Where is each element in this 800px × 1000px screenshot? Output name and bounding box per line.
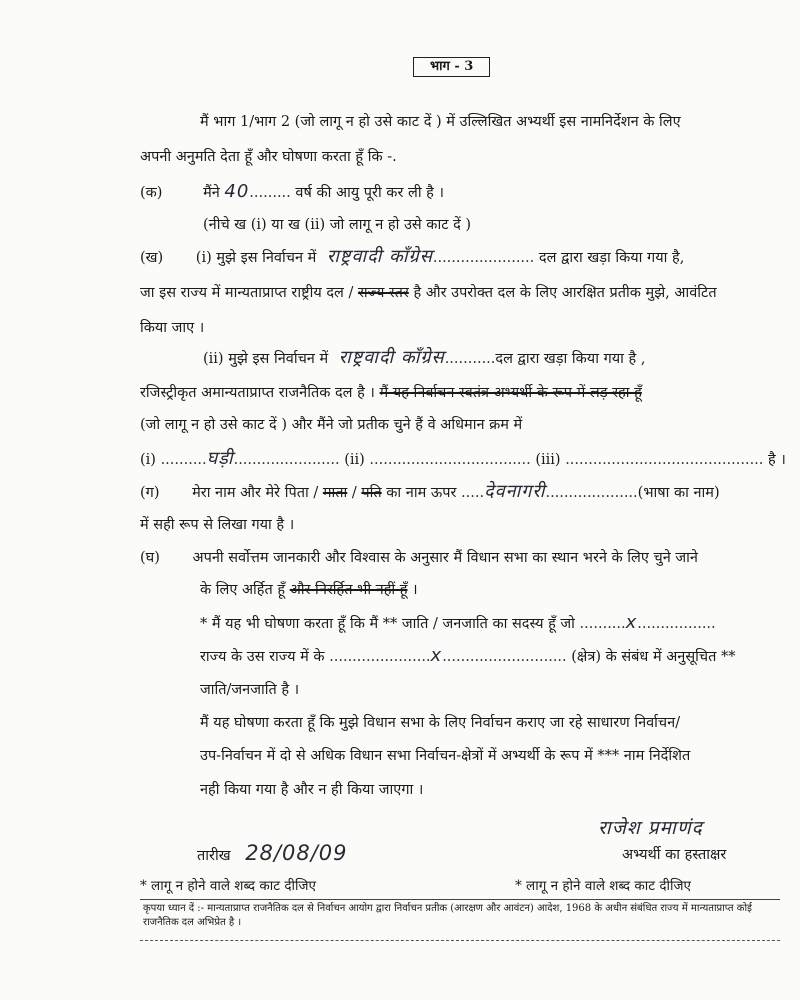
clause-ga-text-a: मेरा नाम और मेरे पिता / bbox=[192, 485, 319, 501]
symbol-preferences: (i) ..........घड़ी....................... (ii) ................................... (iii) ........................................... है । bbox=[140, 448, 786, 469]
state-declaration: राज्य के उस राज्य में के ......................x........................... (क्षेत्र) के संबंध में अनुसूचित ** bbox=[200, 645, 736, 666]
clause-ga-line-2: में सही रूप से लिखा गया है । bbox=[140, 517, 295, 533]
clause-ka: (क) मैंने 40......... वर्ष की आयु पूरी कर ली है । bbox=[140, 181, 444, 202]
clause-ga-text-d: (भाषा का नाम) bbox=[637, 485, 720, 501]
caste-cross-mark: x bbox=[625, 612, 638, 633]
state-declaration-text-b: (क्षेत्र) के संबंध में अनुसूचित ** bbox=[571, 649, 736, 665]
clause-ga-text-b: / bbox=[351, 485, 357, 501]
intro-line-1: मैं भाग 1/भाग 2 (जो लागू न हो उसे काट दें ) में उल्लिखित अभ्यर्थी इस नामनिर्देशन के लिए bbox=[200, 114, 681, 130]
multi-seat-declaration-1: मैं यह घोषणा करता हूँ कि मुझे विधान सभा के लिए निर्वाचन कराए जा रहे साधारण निर्वाचन/ bbox=[200, 715, 681, 731]
party-name-ii: राष्ट्रवादी कॉंग्रेस bbox=[338, 347, 445, 368]
bottom-rule bbox=[140, 940, 780, 941]
caste-declaration-text: * मैं यह भी घोषणा करता हूँ कि मैं ** जाति / जनजाति का सदस्य हूँ जो bbox=[200, 616, 575, 632]
clause-kha-ii-after: दल द्वारा खड़ा किया गया है , bbox=[495, 351, 646, 367]
clause-kha-i-before: (i) मुझे इस निर्वाचन में bbox=[195, 250, 317, 266]
clause-kha-ii: (ii) मुझे इस निर्वाचन में राष्ट्रवादी कॉंग्रेस...........दल द्वारा खड़ा किया गया है , bbox=[203, 347, 646, 368]
struck-disqualified: और निरर्हित भी नहीं हूँ bbox=[289, 582, 408, 598]
caste-declaration: * मैं यह भी घोषणा करता हूँ कि मैं ** जाति / जनजाति का सदस्य हूँ जो ..........x................. bbox=[200, 612, 716, 633]
clause-gha-line-2 bbox=[200, 580, 418, 600]
struck-independent-candidate: मैं यह निर्वाचन स्वतंत्र अभ्यर्थी के रूप में लड़ रहा हूँ bbox=[379, 385, 642, 401]
state-cross-mark: x bbox=[430, 645, 443, 666]
clause-gha-line-1: अपनी सर्वोत्तम जानकारी और विश्वास के अनुसार मैं विधान सभा का स्थान भरने के लिए चुने जाने bbox=[192, 550, 698, 566]
clause-kha-i-line-2 bbox=[140, 283, 717, 303]
signature-caption: अभ्यर्थी का हस्ताक्षर bbox=[622, 847, 727, 863]
strike-note-left: * लागू न होने वाले शब्द काट दीजिए bbox=[140, 878, 317, 894]
clause-ga: (ग) मेरा नाम और मेरे पिता / माता / पति का नाम ऊपर .....देवनागरी....................(भाषा का नाम) bbox=[140, 481, 720, 502]
clause-kha-i-line-2-b: है और उपरोक्त दल के लिए आरक्षित प्रतीक मुझे, आवंटित bbox=[413, 285, 717, 301]
symbol-label-2: (ii) bbox=[344, 452, 365, 468]
clause-ka-text-before: मैंने bbox=[203, 185, 220, 201]
clause-kha-marker: (ख) bbox=[140, 250, 164, 266]
multi-seat-declaration-3: नही किया गया है और न ही किया जाएगा । bbox=[200, 782, 424, 798]
clause-gha-line-2-a: के लिए अर्हित हूँ bbox=[200, 582, 286, 598]
intro-line-2: अपनी अनुमति देता हूँ और घोषणा करता हूँ कि -. bbox=[140, 149, 397, 165]
clause-kha-i-after: दल द्वारा खड़ा किया गया है, bbox=[538, 250, 685, 266]
candidate-signature: राजेश प्रमाणंद bbox=[598, 817, 703, 839]
date-value: 28/08/09 bbox=[245, 841, 348, 865]
clause-ga-text-c: का नाम ऊपर bbox=[386, 485, 457, 501]
caste-declaration-end: जाति/जनजाति है । bbox=[200, 682, 300, 698]
clause-ka-marker: (क) bbox=[140, 185, 163, 201]
struck-husband: पति bbox=[361, 485, 382, 501]
date-label: तारीख bbox=[197, 848, 231, 864]
clause-kha-ii-line-3: (जो लागू न हो उसे काट दें ) और मैंने जो प्रतीक चुने हैं वे अधिमान क्रम में bbox=[140, 417, 523, 433]
clause-ka-text-after: वर्ष की आयु पूरी कर ली है । bbox=[295, 185, 444, 201]
strike-note-right: * लागू न होने वाले शब्द काट दीजिए bbox=[515, 878, 692, 894]
date-row bbox=[197, 843, 348, 866]
clause-gha bbox=[140, 548, 698, 568]
clause-kha-ii-line-2 bbox=[140, 383, 642, 403]
struck-mother: माता bbox=[322, 485, 348, 501]
clause-kha-ii-line-2-a: रजिस्ट्रीकृत अमान्यताप्राप्त राजनैतिक दल है । bbox=[140, 385, 375, 401]
footnote-rule bbox=[140, 899, 780, 900]
age-value: 40 bbox=[224, 181, 250, 202]
language-name: देवनागरी bbox=[484, 481, 546, 502]
party-name-i: राष्ट्रवादी कॉंग्रेस bbox=[326, 246, 433, 267]
symbol-end: है । bbox=[768, 452, 786, 468]
struck-state-level: राज्य स्तर bbox=[357, 285, 409, 301]
multi-seat-declaration-2: उप-निर्वाचन में दो से अधिक विधान सभा निर्वाचन-क्षेत्रों में अभ्यर्थी के रूप में *** नाम निर्देशित bbox=[200, 748, 691, 764]
symbol-1-value: घड़ी bbox=[206, 448, 234, 469]
symbol-label-3: (iii) bbox=[535, 452, 561, 468]
clause-ga-marker: (ग) bbox=[140, 485, 160, 501]
clause-kha-i: (ख) (i) मुझे इस निर्वाचन में राष्ट्रवादी कॉंग्रेस...................... दल द्वारा खड़ा किया गया है, bbox=[140, 246, 685, 267]
strike-instruction: (नीचे ख (i) या ख (ii) जो लागू न हो उसे काट दें ) bbox=[203, 217, 472, 233]
symbol-label-1: (i) bbox=[140, 452, 156, 468]
state-declaration-text: राज्य के उस राज्य में के bbox=[200, 649, 325, 665]
clause-gha-marker: (घ) bbox=[140, 550, 160, 566]
clause-kha-i-line-3: किया जाए । bbox=[140, 320, 205, 336]
clause-kha-i-line-2-a: जा इस राज्य में मान्यताप्राप्त राष्ट्रीय दल / bbox=[140, 285, 354, 301]
footnote: कृपया ध्यान दें :- मान्यताप्राप्त राजनैतिक दल से निर्वाचन आयोग द्वारा निर्वाचन प्रतीक (आरक्षण और आवंटन) आदेश, 1968 के अधीन संबंधित राज्य में मान्यताप्राप्त कोई राजनैतिक दल अभिप्रेत है । bbox=[143, 903, 752, 928]
clause-gha-line-2-b: । bbox=[412, 582, 418, 598]
clause-kha-ii-before: (ii) मुझे इस निर्वाचन में bbox=[203, 351, 329, 367]
part-label: भाग - 3 bbox=[413, 57, 490, 77]
